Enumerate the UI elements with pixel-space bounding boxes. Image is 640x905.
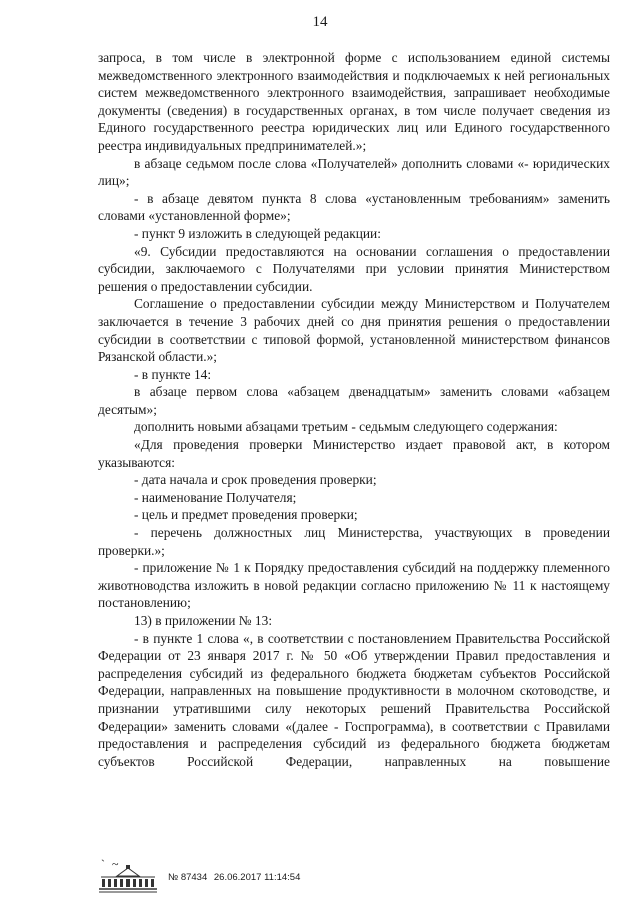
registration-stamp — [168, 872, 304, 883]
list-item: - перечень должностных лиц Министерства, участвующих в проведении проверки.»; — [98, 525, 610, 558]
paragraph: - в пункте 14: — [134, 366, 212, 382]
paragraph: «9. Субсидии предоставляются на основании соглашения о предоставлении субсидии, заключаемого с Получателями при условии принятия Министерством решения о предоставлении субсидии. — [98, 243, 610, 294]
pen-mark: ` ~ — [101, 857, 121, 871]
timestamp: 26.06.2017 11:14:54 — [213, 872, 301, 883]
document-number: № 87434 — [168, 872, 208, 883]
paragraph: в абзаце первом слова «абзацем двенадцатым» заменить словами «абзацем десятым»; — [98, 384, 610, 417]
paragraph: Соглашение о предоставлении субсидии между Министерством и Получателем заключается в течение 3 рабочих дней со дня принятия решения о предоставлении субсидии в соответствии с типовой формой, установленной министерством финансов Рязанской области.»; — [98, 296, 610, 365]
list-item: - цель и предмет проведения проверки; — [134, 507, 358, 523]
paragraph: - в абзаце девятом пункта 8 слова «установленным требованиям» заменить словами «установленной форме»; — [98, 190, 610, 224]
paragraph: 13) в приложении № 13: — [134, 613, 273, 628]
document-footer — [97, 857, 337, 897]
document-body — [98, 49, 610, 770]
paragraph: в абзаце седьмом после слова «Получателей» дополнить словами «- юридических лиц»; — [98, 155, 610, 189]
government-building-stamp-icon — [97, 865, 159, 895]
list-item: - дата начала и срок проведения проверки; — [134, 472, 377, 488]
paragraph: «Для проведения проверки Министерство издает правовой акт, в котором указываются: — [98, 437, 610, 470]
paragraph: - пункт 9 изложить в следующей редакции: — [134, 225, 381, 241]
paragraph: дополнить новыми абзацами третьим - седьмым следующего содержания: — [134, 419, 558, 435]
paragraph: запроса, в том числе в электронной форме с использованием единой системы межведомственного электронного взаимодействия и подключаемых к ней региональных систем межведомственного электронного взаимодействия, запрашивает необходимые документы (сведения) в государственных органах, в том числе получает сведения из Единого государственного реестра юридических лиц или Единого государственного реестра индивидуальных предпринимателей.»; — [98, 50, 610, 153]
page-number: 14 — [312, 14, 328, 30]
paragraph: - приложение № 1 к Порядку предоставления субсидий на поддержку племенного животноводства изложить в новой редакции согласно приложению № 11 к настоящему постановлению; — [98, 560, 610, 611]
list-item: - наименование Получателя; — [134, 489, 297, 505]
paragraph: - в пункте 1 слова «, в соответствии с постановлением Правительства Российской Федерации от 23 января 2017 г. № 50 «Об утверждении Правил предоставления и распределения субсидий из федерального бюджета бюджетам субъектов Российской Федерации, направленных на повышение продуктивности в молочном скотоводстве, и признании утратившими силу некоторых решений Правительства Российской Федерации» заменить словами «(далее - Госпрограмма), в соответствии с Правилами предоставления и распределения субсидий из федерального бюджета бюджетам субъектов Российской Федерации, направленных на повышение — [98, 630, 610, 769]
